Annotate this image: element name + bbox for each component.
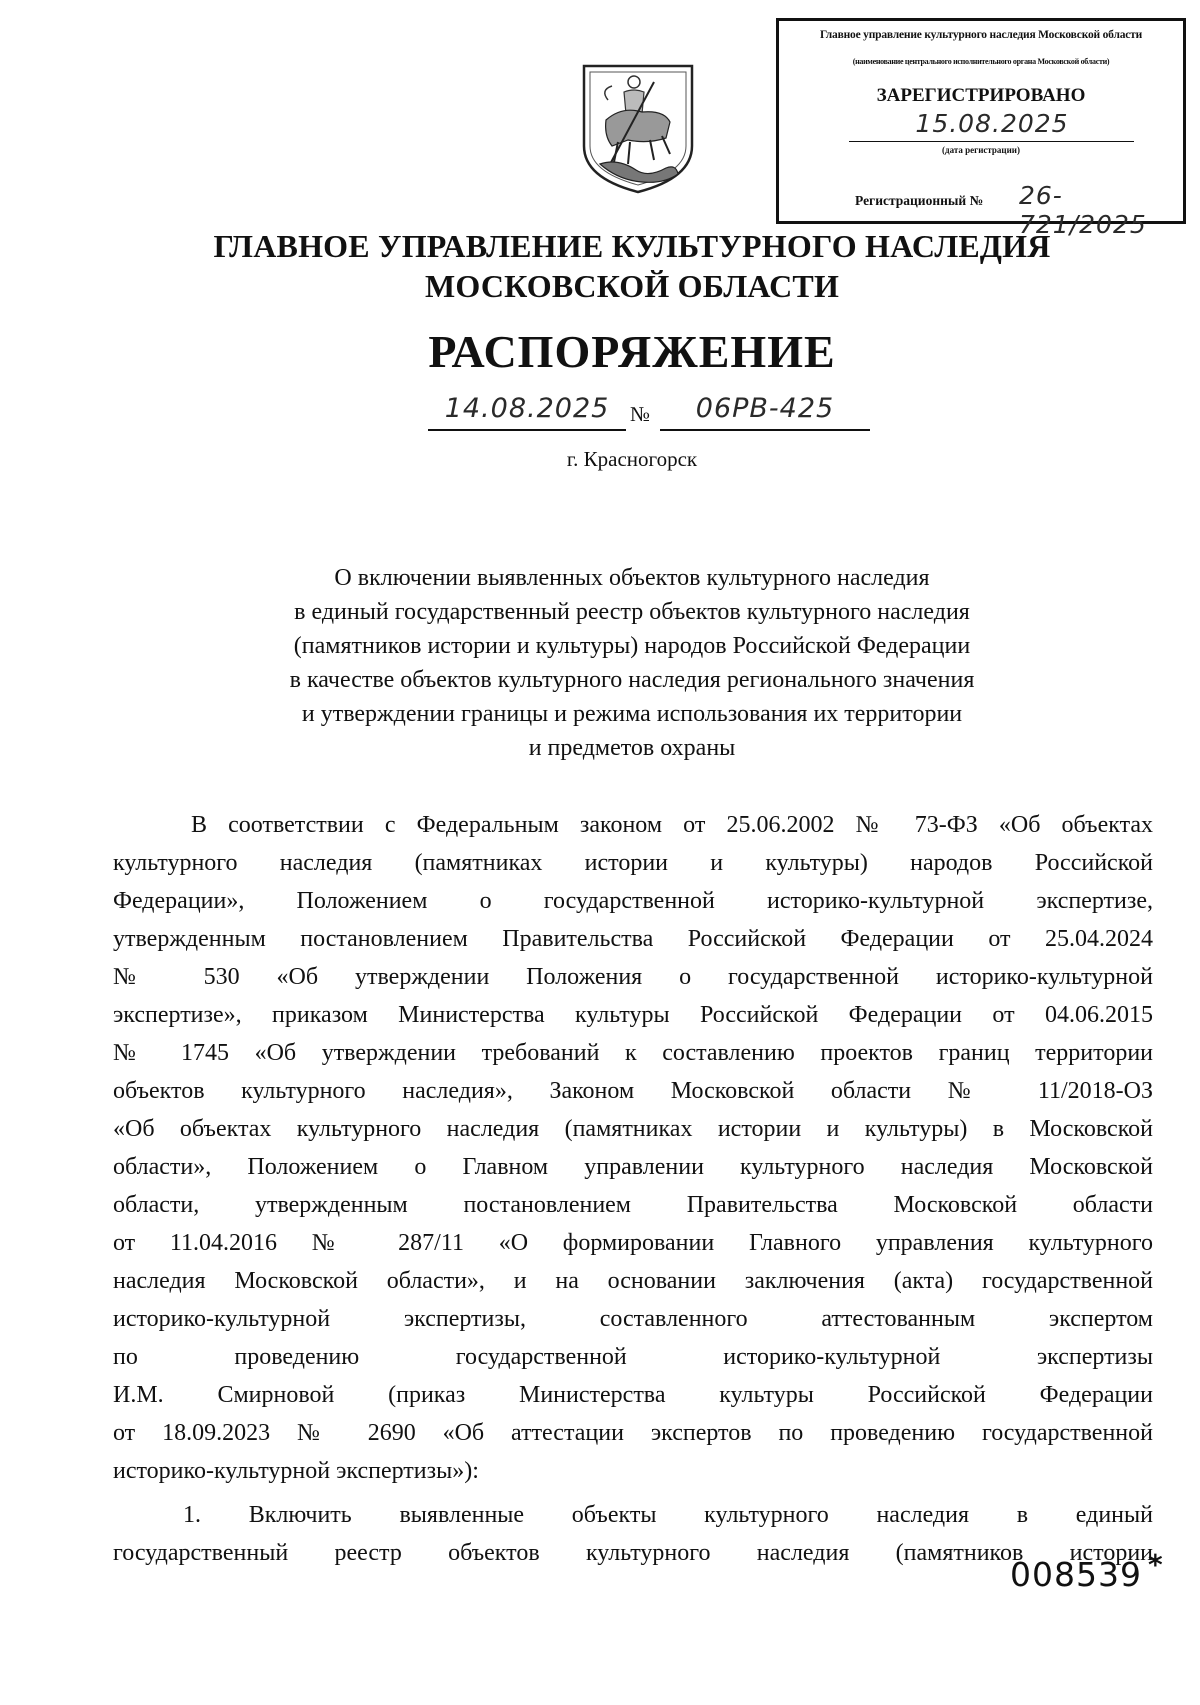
coat-of-arms-emblem: [578, 60, 698, 196]
body-line: области», Положением о Главном управлении культурного наследия Московской: [113, 1154, 1153, 1180]
body-line: от 11.04.2016 № 287/11 «О формировании Главного управления культурного: [113, 1230, 1153, 1256]
stamp-date-underline: [849, 141, 1134, 142]
registration-stamp: [776, 18, 1186, 239]
stamp-reg-number-label: Регистрационный №: [855, 193, 984, 208]
subject-line: в единый государственный реестр объектов культурного наследия: [294, 599, 970, 625]
body-line: от 18.09.2023 № 2690 «Об аттестации экспертов по проведению государственной: [113, 1420, 1153, 1446]
body-line: утвержденным постановлением Правительства Российской Федерации от 25.04.2024: [113, 926, 1153, 952]
body-line: В соответствии с Федеральным законом от 25.06.2002 № 73-ФЗ «Об объектах: [191, 812, 1153, 838]
body-line: по проведению государственной историко-культурной экспертизы: [113, 1344, 1153, 1370]
body-line: И.М. Смирновой (приказ Министерства культуры Российской Федерации: [113, 1382, 1153, 1408]
body-line: экспертизе», приказом Министерства культуры Российской Федерации от 04.06.2015: [113, 1002, 1153, 1028]
body-line: № 530 «Об утверждении Положения о государственной историко-культурной: [113, 964, 1153, 990]
document-type-title: РАСПОРЯЖЕНИЕ: [428, 326, 836, 377]
stamp-organization-note: (наименование центрального исполнительного органа Московской области): [852, 57, 1110, 66]
serial-number: 008539: [1010, 1555, 1142, 1594]
subject-line: и утверждении границы и режима использования их территории: [301, 701, 963, 727]
stamp-status: ЗАРЕГИСТРИРОВАНО: [876, 85, 1086, 106]
body-line: Федерации», Положением о государственной историко-культурной экспертизе,: [113, 888, 1153, 914]
document-date-handwritten: 14.08.2025: [428, 393, 626, 431]
body-line: «Об объектах культурного наследия (памятниках истории и культуры) в Московской: [113, 1116, 1153, 1142]
document-subject: [160, 561, 1104, 765]
body-line: историко-культурной экспертизы»):: [113, 1458, 479, 1484]
stamp-date-handwritten: 15.08.2025: [915, 109, 1069, 138]
item-1-line-2: государственный реестр объектов культурного наследия (памятников истории: [113, 1540, 1153, 1566]
organization-title-line-1: ГЛАВНОЕ УПРАВЛЕНИЕ КУЛЬТУРНОГО НАСЛЕДИЯ: [213, 228, 1051, 264]
document-number-label: №: [630, 402, 651, 426]
body-line: историко-культурной экспертизы, составленного аттестованным экспертом: [113, 1306, 1153, 1332]
subject-line: О включении выявленных объектов культурного наследия: [334, 565, 930, 591]
body-line: культурного наследия (памятниках истории и культуры) народов Российской: [113, 850, 1153, 876]
serial-mark: *: [1148, 1548, 1163, 1581]
item-1-line-1: 1. Включить выявленные объекты культурного наследия в единый: [183, 1502, 1153, 1528]
subject-line: и предметов охраны: [528, 735, 736, 761]
stamp-date-caption: (дата регистрации): [942, 145, 1020, 155]
document-number-handwritten: 06РВ-425: [660, 393, 870, 431]
subject-line: (памятников истории и культуры) народов Российской Федерации: [293, 633, 971, 659]
subject-line: в качестве объектов культурного наследия регионального значения: [289, 667, 975, 693]
body-line: наследия Московской области», и на основании заключения (акта) государственной: [113, 1268, 1153, 1294]
organization-title-line-2: МОСКОВСКОЙ ОБЛАСТИ: [424, 268, 840, 304]
body-line: области, утвержденным постановлением Правительства Московской области: [113, 1192, 1153, 1218]
stamp-reg-number-handwritten: 26-721/2025: [1019, 181, 1147, 239]
stamp-organization: Главное управление культурного наследия Московской области: [819, 29, 1143, 41]
document-city: г. Красногорск: [566, 447, 698, 471]
body-line: № 1745 «Об утверждении требований к составлению проектов границ территории: [113, 1040, 1153, 1066]
body-line: объектов культурного наследия», Законом Московской области № 11/2018-ОЗ: [113, 1078, 1153, 1104]
